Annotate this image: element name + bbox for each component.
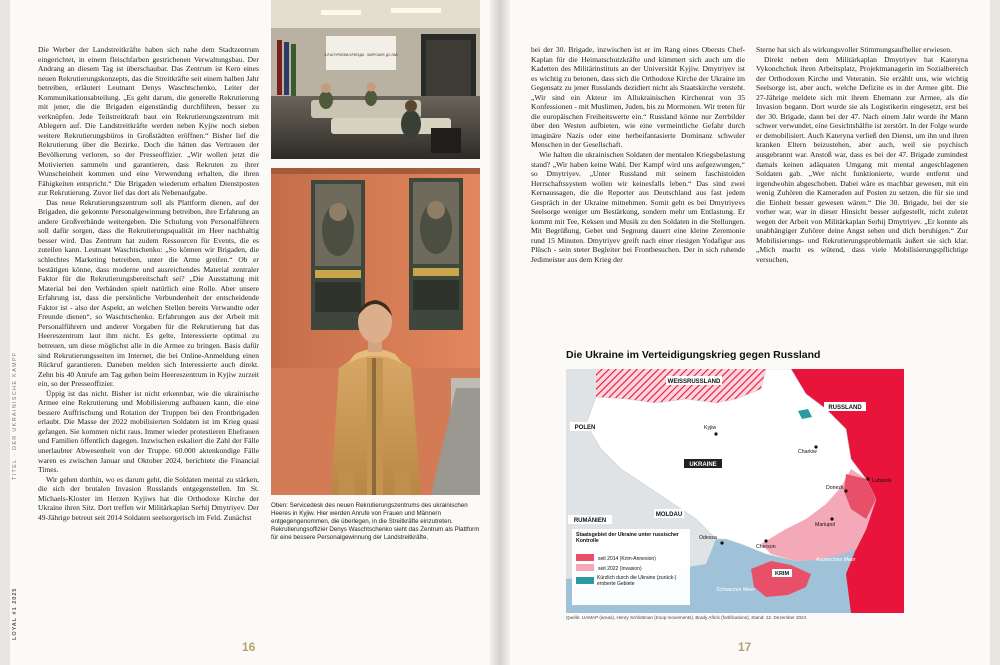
section-rail xyxy=(2,300,16,500)
paragraph: Die Werber der Landstreitkräfte haben sich nahe dem Stadtzentrum eingerichtet, in einem fleischfarben gestrichenen Verwaltungsbau. Der Andrang an diesem Tag ist überschaubar. Das Zentrum ist Kern eines neuen Rekrutierungskonzepts, das die Streitkräfte seit einem halben Jahr betreiben, erläutert Leutnant Denys Waschtschenko, Leiter der Kommunikationsabteilung. „Es geht darum, die generelle Rekrutierung mit jener, die die Brigaden eigenständig durchführen, besser zu verknüpfen. Jede Teilstreitkraft baut ein Rekrutierungszentrum mit Ablegern auf. Die Landstreitkräfte werden neben Kyjiw noch sieben weitere Rekrutierungsbüros in Großstädten eröffnen.“ Bisher lief die Rekrutierung über die Bezirke. Doch die hätten das Vertrauen der Bevölkerung verloren, so der Presseoffizier. „Wir wollen jetzt die Motivierten sammeln und garantieren, dass Rekruten zu ihrer Wunscheinheit kommen und eine Verwendung erhalten, die ihren Fähigkeiten entspricht.“ Die Brigaden wiederum erhalten Dienstposten zur Rekrutierung. Zuvor lief das dort als Nebenaufgabe. xyxy=(38,45,259,198)
paragraph: Sterne hat sich als wirkungsvoller Stimmungsaufheller erwiesen. xyxy=(756,45,952,54)
city-kharkiv: Charkiw xyxy=(798,449,817,455)
map-title: Die Ukraine im Verteidigungskrieg gegen Russland xyxy=(566,349,821,361)
sea-azov: Asowsches Meer xyxy=(816,557,856,563)
city-dot-kherson xyxy=(764,539,767,542)
paragraph: bei der 30. Brigade, inzwischen ist er im Rang eines Obersts Chef-Kaplan für die Heimatschutzkräfte und kümmert sich auch um die Kadetten des Militärinstituts an der Universität Kyjiw. Dmytriyev ist es wichtig zu betonen, dass sich die Orthodoxe Kirche der Ukraine im Gegensatz zu jener Russlands dezidiert nicht als Staatskirche versteht. „Wir sind ein Akteur im Allukrainischen Kirchenrat von 35 Konfessionen - mit Muslimen, Juden, bis zu Mormonen. Wir treten für die europäischen Freiheitswerte ein.“ Russland könne nur Zerrbilder über den Westen aufbieten, wie eine vermeintliche Gefahr durch imaginäre Nazis oder eine herbeifantasierte Dominanz schwuler Menschen in der Gesellschaft. xyxy=(531,45,745,150)
label-russia: RUSSLAND xyxy=(828,405,862,411)
label-belarus: WEISSRUSSLAND xyxy=(667,379,721,385)
legend-label-2022: seit 2022 (Invasion) xyxy=(598,566,642,572)
city-kyiv: Kyjiw xyxy=(704,425,717,431)
paragraph: Das neue Rekrutierungszentrum soll als Plattform dienen, auf der Brigaden, die gekonnte Personalgewinnung betreiben, ihre Erfahrung an andere Großverbände weitergeben. Die Schulung von Personalführern soll dafür sorgen, dass die Rekrutierungsqualität im Heer nachhaltig besser wird. Das Zentrum hat zudem Ressourcen für Events, die es zuteilen kann. Leutnant Waschtschenko: „So können wir Brigaden, die schlechtes Marketing betreiben, unter die Arme greifen.“ Ob er bestätigen könne, dass moderne und ausreichendes Material zentraler Faktor für die Rekrutierungsbereitschaft sei? „Die Ausstattung mit Material bei den Verbänden spielt natürlich eine Rolle. Aber unsere Erfahrung ist, dass die persönliche Verbundenheit der entscheidende Faktor ist - also der Aspekt, an welchen Stellen bereits Verwandte oder Freunde dienen“, so Waschtschenko. Erfahrungen aus der Arbeit mit Personalführern und anderer Vorgaben für die Rekrutierung hat das Heereszentrum laut ihm nicht. Es gelte, Interessierte optimal zu betreuen, um diese möglichst alle in die Armee zu bringen. Basis dafür sind Rekrutierungsseiten im Internet, die bei Online-Anmeldung einen Rückruf garantieren. Daneben melden sich Interessierte auch direkt. Zehn bis 40 Anrufe am Tag gehen beim Heereszentrum in Kyjiw zurzeit ein, so der Presseoffizier. xyxy=(38,197,259,389)
city-kherson: Cherson xyxy=(756,544,776,550)
issue-label: LOYAL #1 2025 xyxy=(12,587,18,640)
legend-label-recaptured: Kürzlich durch die Ukraine (zurück-) eroberte Gebiete xyxy=(597,575,677,588)
legend-swatch-2022 xyxy=(576,564,594,571)
label-ukraine: UKRAINE xyxy=(689,462,717,468)
map-source: Quelle: UAMAP (areas), Henry Schlottman (troop movements), Brady Africk (fortifications), Stand: 12. Dezember 2024 xyxy=(566,615,807,620)
city-mariupol: Mariupol xyxy=(815,522,835,528)
legend-heading: Staatsgebiet der Ukraine unter russischer Kontrolle xyxy=(576,532,679,545)
paragraph: Wir gehen dorthin, wo es darum geht, die Soldaten mental zu stärken, die sich der brutalen Invasion Russlands entgegenstellen. Im St. Michaels-Kloster im Herzen Kyjiws hat die Orthodoxe Kirche der Ukraine ihren Sitz. Dort treffen wir Militärkaplan Serhij Dmytriyev. Der 49-Jährige betreut seit 2014 Soldaten seelsorgerisch im Feld. Zunächst xyxy=(38,474,259,522)
section-label: TITEL · DER UKRAINISCHE KAMPF xyxy=(12,351,18,480)
city-dot-donetsk xyxy=(844,489,847,492)
article-column-1 xyxy=(38,45,259,635)
paragraph: Wie halten die ukrainischen Soldaten der mentalen Kriegsbelastung stand? „Wir haben keine Wahl. Der Kampf wird uns aufgezwungen,“ so Dmytriyev. „Unter Russland mit seinem faschistoiden Herrschaftssystem wollen wir keinesfalls leben.“ Das sind zwei Kernaussagen, die die Reporter aus Deutschland aus fast jedem Gespräch in der Ukraine mitnehmen. Somit geht es bei Dmytriyevs Seelsorge weniger um Bestärkung, sondern mehr um Entlastung. Er kommt mit Tee, Keksen und Musik zu den Soldaten in die Stellungen. Mit Begrüßung, Gebet und Segnung dauert eine kleine Zeremonie rund 15 Minuten. Dmytriyev greift nach einer riesigen Yodafigur aus Plüsch - sein steter Begleiter bei Frontbesuchen. Der in sich ruhende Jedimeister aus dem Krieg der xyxy=(531,150,745,265)
city-dot-kyiv xyxy=(714,432,717,435)
photo-recruitment-desk xyxy=(271,0,480,159)
city-odesa: Odessa xyxy=(699,535,717,541)
sea-black: Schwarzes Meer xyxy=(716,587,755,593)
city-luhansk: Luhansk xyxy=(872,478,892,484)
city-donetsk: Donezk xyxy=(826,485,844,491)
paragraph: Üppig ist das nicht. Bisher ist nicht erkennbar, wie die ukrainische Armee eine Rekrutierung und Mobilisierung aufbauen kann, die eine bessere Auffrischung und Rotation der Truppen bei den Frontbrigaden erlaubt. Die Masse der 2022 mobilisierten Soldaten ist im Krieg quasi gefangen. Sie kommen nicht raus. Immer wieder protestieren Ehefrauen und Familien öffentlich dagegen. Inzwischen eskaliert die Zahl der Fälle unerlaubter Abwesenheit von der Truppe. 60.000 aktenkundige Fälle waren es zwischen Januar und Oktober 2024, berichtete die Financial Times. xyxy=(38,388,259,475)
article-column-3 xyxy=(531,45,745,350)
paragraph: Direkt neben dem Militärkaplan Dmytriyev hat Kateryna Vykonchchuk ihren Arbeitsplatz, Projektmanagerin im Sozialbereich der Orthodoxen Kirche und Veteranin. Sie erzählt uns, wie wichtig Seelsorge ist, aber auch, welche Defizite es in der Armee gibt. Die 27-Jährige meldete sich mit ihrem Ehemann zur Armee, als die Invasion begann. Dort wurde sie als Logistikerin eingesetzt, erst bei der 30. Brigade, dann bei der 47. Nach einem Jahr wurde ihr Mann schwer verwundet, eine Gesichtshälfte ist zerstört. In der Folge wurde er demobilisiert. Auch Kateryna verließ den Dienst, um ihn und ihren kranken Eltern beizustehen, aber auch, weil sie psychisch ausgebrannt war. Anstoß war, dass es bei der 47. Brigade zumindest damals keinen adäquaten Umgang mit mental angeschlagenen Soldaten gab. „Wer nicht funktionierte, wurde entfernt und irgendwohin abgeschoben. Dabei wäre es machbar gewesen, mit ein wenig Zuhören die Kameraden auf Posten zu setzen, die für sie und die Einheit besser gewesen wären.“ Die 30. Brigade, bei der sie vorher war, war in dieser Hinsicht besser aufgestellt, nicht zuletzt wegen der Arbeit von Militärkaplan Serhij Dmytriyev. „Er konnte als unabhängiger Zuhörer deine Angst sehen und dich beruhigen.“ Zur Mobilisierungs- und Rekrutierungsproblematik äußert sie sich klar. „Mich macht es wütend, dass viele Mobilisierungspflichtige versuchen, xyxy=(756,54,968,265)
legend-swatch-recaptured xyxy=(576,577,594,584)
label-romania: RUMÄNIEN xyxy=(573,518,607,524)
legend-label-2014: seit 2014 (Krim-Annexion) xyxy=(598,556,656,562)
page-number-right: 17 xyxy=(738,640,752,654)
photo-recruitment-officer xyxy=(271,168,480,495)
issue-rail xyxy=(2,540,16,650)
city-dot-odesa xyxy=(720,541,723,544)
label-poland: POLEN xyxy=(574,425,596,431)
photo-caption: Oben: Servicedesk des neuen Rekrutierungszentrums des ukrainischen Heeres in Kyjiw. Hier werden Anrufe von Frauen und Männern entgegengenommen, die überlegen, in die Streitkräfte einzutreten. Rekrutierungsoffizier Denys Waschtschenko sieht das Zentrum als Plattform für eine bessere Personalgewinnung der Landstreitkräfte. xyxy=(271,502,480,541)
ukraine-war-map xyxy=(566,369,904,613)
label-crimea: KRIM xyxy=(774,571,790,577)
page-number-left: 16 xyxy=(242,640,256,654)
city-dot-luhansk xyxy=(866,477,869,480)
article-column-4 xyxy=(756,45,968,310)
recruitment-banner-text: 3-Я ШТУРМОВА БРИГАДА · ЗАПРОШУЄ ДО ЛАВ xyxy=(324,53,398,57)
label-moldova: MOLDAU xyxy=(655,512,683,518)
page-gutter xyxy=(490,0,510,665)
city-dot-mariupol xyxy=(830,517,833,520)
legend-swatch-2014 xyxy=(576,554,594,561)
